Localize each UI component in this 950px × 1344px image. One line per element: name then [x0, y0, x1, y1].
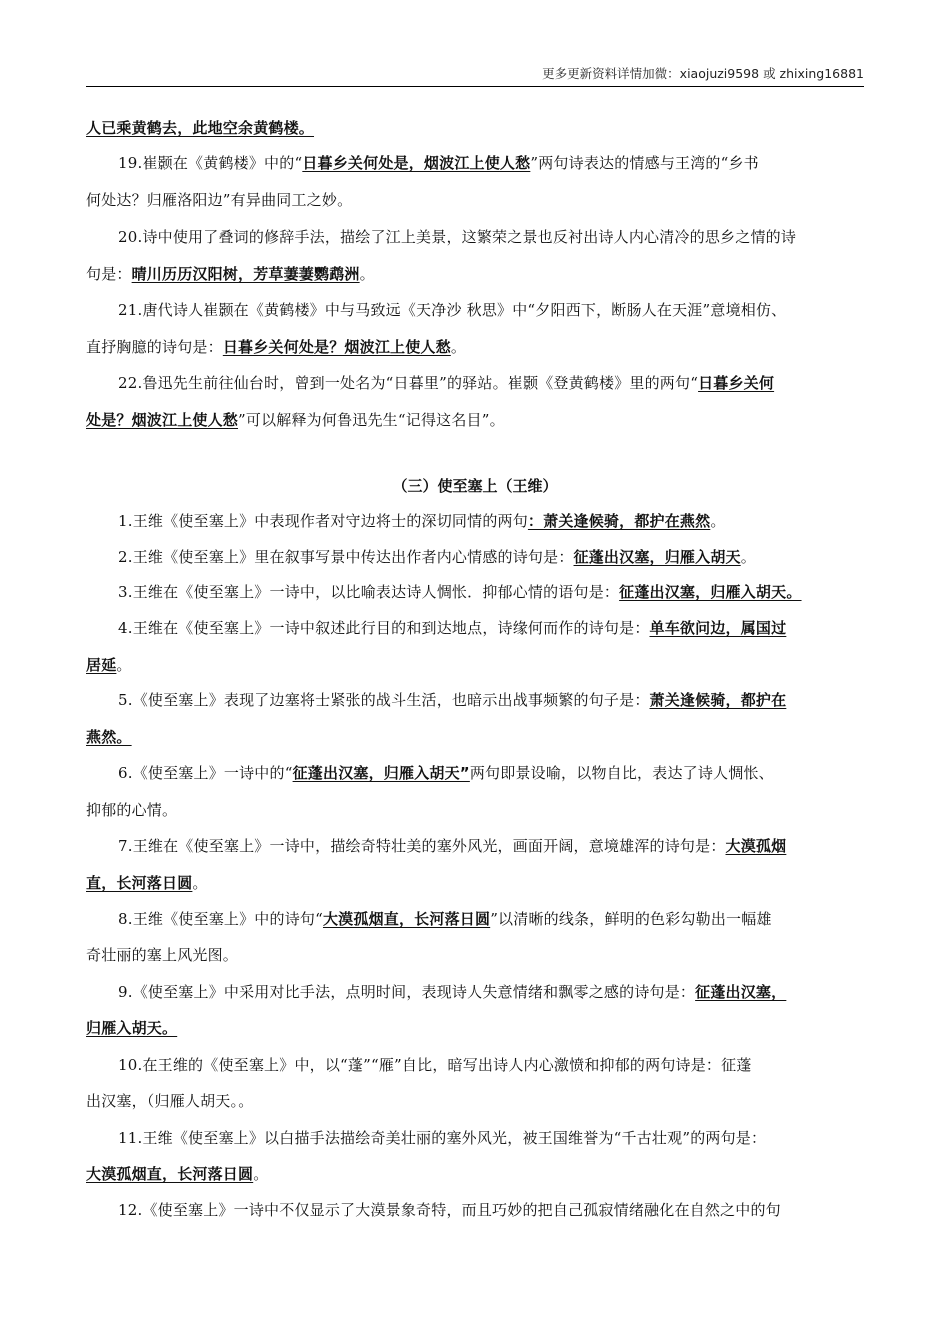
answer: 日暮乡关何处是，烟波江上使人愁 — [302, 154, 531, 172]
section-title: （三）使至塞上（王维） — [392, 477, 558, 495]
question-text: 。 — [359, 265, 375, 283]
question-text: 2.王维《使至塞上》里在叙事写景中传达出作者内心情感的诗句是： — [118, 548, 574, 566]
answer: 居延 — [86, 656, 117, 674]
question-text: 。 — [253, 1165, 269, 1183]
question-text: 19.崔颢在《黄鹤楼》中的“ — [118, 154, 303, 172]
question-text: 21.唐代诗人崔颢在《黄鹤楼》中与马致远《天净沙 秋思》中“夕阳西下，断肠人在天涯”意境相仿、 — [118, 301, 787, 319]
page-header: 更多更新资料详情加微：xiaojuzi9598 或 zhixing16881 — [542, 66, 864, 81]
item-12 — [118, 1200, 864, 1220]
answer: 燕然。 — [86, 728, 132, 746]
answer: ：萧关逢候骑，都护在燕然 — [527, 512, 711, 530]
question-text: 4.王维在《使至塞上》一诗中叙述此行目的和到达地点，诗缘何而作的诗句是： — [118, 619, 650, 637]
answer: 大漠孤烟直，长河落日圆 — [86, 1165, 254, 1183]
question-text: 何处达？归雁洛阳边”有异曲同工之妙。 — [86, 191, 353, 209]
question-text: 。 — [710, 512, 726, 530]
answer: 征蓬出汉塞，归雁入胡天。 — [619, 583, 802, 601]
answer: 大漠孤烟直，长河落日圆 — [322, 910, 491, 928]
answer: 单车欲问边，属国过 — [649, 619, 787, 637]
answer: 征蓬出汉塞，归雁入胡天” — [292, 764, 470, 782]
question-22-cont — [86, 410, 864, 430]
question-22 — [118, 373, 864, 393]
answer: 人已乘黄鹤去，此地空余黄鹤楼。 — [86, 119, 315, 137]
item-11 — [118, 1128, 864, 1148]
item-10-cont — [86, 1091, 864, 1111]
question-text: 9.《使至塞上》中采用对比手法，点明时间，表现诗人失意情绪和飘零之感的诗句是： — [118, 983, 696, 1001]
question-text: 6.《使至塞上》一诗中的“ — [118, 764, 293, 782]
item-4 — [118, 618, 864, 638]
item-8 — [118, 909, 864, 929]
question-text: 奇壮丽的塞上风光图。 — [86, 946, 239, 964]
question-text: ”以清晰的线条，鲜明的色彩勾勒出一幅雄 — [490, 910, 772, 928]
item-2 — [118, 547, 864, 567]
question-text: 。 — [192, 874, 208, 892]
item-8-cont — [86, 945, 864, 965]
header-divider — [86, 86, 864, 87]
item-5 — [118, 690, 864, 710]
question-19 — [118, 153, 864, 173]
question-text: 11.王维《使至塞上》以白描手法描绘奇美壮丽的塞外风光，被王国维誉为“千古壮观”的两句是： — [118, 1129, 767, 1147]
question-text: 8.王维《使至塞上》中的诗句“ — [118, 910, 323, 928]
item-6-cont — [86, 800, 864, 820]
answer: 归雁入胡天。 — [86, 1019, 178, 1037]
item-4-cont — [86, 655, 864, 675]
answer: 征蓬出汉塞， — [695, 983, 787, 1001]
item-1 — [118, 511, 864, 531]
item-7 — [118, 836, 864, 856]
question-text: 7.王维在《使至塞上》一诗中，描绘奇特壮美的塞外风光，画面开阔，意境雄浑的诗句是： — [118, 837, 726, 855]
answer: 晴川历历汉阳树，芳草萋萋鹦鹉洲 — [131, 265, 360, 283]
question-text: 20.诗中使用了叠词的修辞手法，描绘了江上美景，这繁荣之景也反衬出诗人内心清冷的思乡之情的诗 — [118, 228, 797, 246]
answer: 处是？烟波江上使人愁 — [86, 411, 239, 429]
item-3 — [118, 582, 864, 602]
question-text: 。 — [450, 338, 467, 356]
question-text: 12.《使至塞上》一诗中不仅显示了大漠景象奇特，而且巧妙的把自己孤寂情绪融化在自然之中的句 — [118, 1201, 781, 1219]
question-text: 。 — [740, 548, 756, 566]
question-21-cont — [86, 337, 864, 357]
question-text: 22.鲁迅先生前往仙台时，曾到一处名为“日暮里”的驿站。崔颢《登黄鹤楼》里的两句“ — [118, 374, 699, 392]
question-text: 句是： — [86, 265, 132, 283]
question-text: ”两句诗表达的情感与王湾的“乡书 — [530, 154, 759, 172]
answer: 日暮乡关何处是？烟波江上使人愁 — [222, 338, 451, 356]
question-21 — [118, 300, 864, 320]
answer: 日暮乡关何 — [698, 374, 775, 392]
answer: 征蓬出汉塞，归雁入胡天 — [573, 548, 741, 566]
item-9-cont — [86, 1018, 864, 1038]
question-text: 抑郁的心情。 — [86, 801, 178, 819]
answer: 大漠孤烟 — [725, 837, 787, 855]
question-text: 出汉塞，（归雁人胡天。。 — [86, 1092, 254, 1110]
question-text: 直抒胸臆的诗句是： — [86, 338, 223, 356]
answer-line — [86, 118, 864, 138]
item-11-cont — [86, 1164, 864, 1184]
question-text: 1.王维《使至塞上》中表现作者对守边将士的深切同情的两句 — [118, 512, 528, 530]
question-text: 。 — [116, 656, 132, 674]
question-text: 5.《使至塞上》表现了边塞将士紧张的战斗生活，也暗示出战事频繁的句子是： — [118, 691, 650, 709]
question-text: ”可以解释为何鲁迅先生“记得这名目”。 — [238, 411, 505, 429]
question-text: 3.王维在《使至塞上》一诗中，以比喻表达诗人惆怅．抑郁心情的语句是： — [118, 583, 620, 601]
question-20-cont — [86, 264, 864, 284]
question-20 — [118, 227, 864, 247]
answer: 萧关逢候骑，都护在 — [649, 691, 787, 709]
item-6 — [118, 763, 864, 783]
question-19-cont — [86, 190, 864, 210]
item-10 — [118, 1055, 864, 1075]
item-7-cont — [86, 873, 864, 893]
question-text: 两句即景设喻，以物自比，表达了诗人惆怅、 — [469, 764, 774, 782]
item-9 — [118, 982, 864, 1002]
question-text: 10.在王维的《使至塞上》中，以“蓬”“雁”自比，暗写出诗人内心激愤和抑郁的两句诗是：征蓬 — [118, 1056, 752, 1074]
answer: 直，长河落日圆 — [86, 874, 193, 892]
item-5-cont — [86, 727, 864, 747]
